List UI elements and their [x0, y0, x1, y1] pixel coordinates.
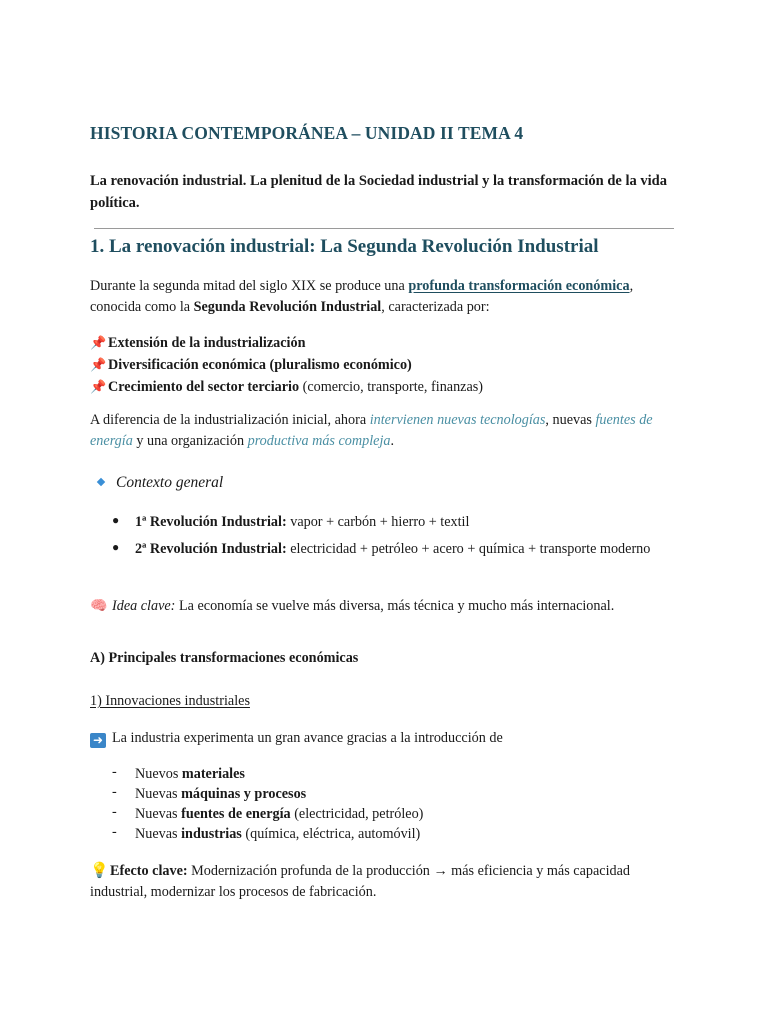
innovation-item: Nuevas fuentes de energía (electricidad, petróleo) — [135, 806, 424, 822]
difference-paragraph: A diferencia de la industrialización inicial, ahora intervienen nuevas tecnologías, nuevas fuentes de energía y una organización productiva más compleja. — [90, 412, 653, 449]
document-title: HISTORIA CONTEMPORÁNEA – UNIDAD II TEMA 4 — [90, 123, 524, 143]
context-list — [90, 512, 680, 582]
pin-item: 📌 Crecimiento del sector terciario (comercio, transporte, finanzas) — [90, 376, 680, 398]
context-item: 2ª Revolución Industrial: electricidad + petróleo + acero + química + transporte moderno — [135, 541, 651, 557]
pushpin-icon: 📌 — [90, 357, 107, 372]
small-blue-diamond-icon — [97, 478, 105, 486]
horizontal-divider — [94, 228, 674, 229]
pin-item: 📌 Extensión de la industrialización — [90, 332, 680, 354]
idea-clave: 🧠 Idea clave: La economía se vuelve más diversa, más técnica y mucho más internacional. — [90, 596, 680, 617]
section-1-heading: 1. La renovación industrial: La Segunda Revolución Industrial — [90, 236, 599, 257]
pin-list — [90, 332, 680, 398]
bullet-icon: ● — [112, 540, 120, 554]
intro-paragraph: Durante la segunda mitad del siglo XIX se produce una profunda transformación económica, conocida como la Segunda Revolución Industrial, caracterizada por: — [90, 278, 634, 315]
pushpin-icon: 📌 — [90, 335, 107, 350]
efecto-clave: 💡Efecto clave: Modernización profunda de la producción → más eficiencia y más capacidad industrial, modernizar los procesos de fabricación. — [90, 863, 630, 900]
dash-marker: - — [112, 804, 117, 820]
pin-item: 📌 Diversificación económica (pluralismo económico) — [90, 354, 680, 376]
dash-marker: - — [112, 764, 117, 780]
brain-icon: 🧠 — [90, 599, 108, 614]
document-subtitle: La renovación industrial. La plenitud de la Sociedad industrial y la transformación de la vida política. — [90, 173, 667, 211]
innovation-item: Nuevos materiales — [135, 766, 245, 782]
dash-marker: - — [112, 824, 117, 840]
light-bulb-icon: 💡 — [90, 863, 109, 879]
context-heading: Contexto general — [90, 474, 223, 492]
innovations-list — [90, 764, 680, 848]
subsection-1-heading: 1) Innovaciones industriales — [90, 693, 250, 709]
innovation-item: Nuevas industrias (química, eléctrica, automóvil) — [135, 826, 421, 842]
pushpin-icon: 📌 — [90, 379, 107, 394]
innovation-item: Nuevas máquinas y procesos — [135, 786, 307, 802]
context-item: 1ª Revolución Industrial: vapor + carbón + hierro + textil — [135, 514, 470, 530]
subsection-1-intro: ➜ La industria experimenta un gran avance gracias a la introducción de — [90, 728, 680, 749]
section-a-heading: A) Principales transformaciones económicas — [90, 650, 359, 666]
bullet-icon: ● — [112, 513, 120, 527]
link-transformacion-economica[interactable]: profunda transformación económica — [408, 278, 630, 294]
right-arrow-icon: ➜ — [90, 733, 106, 748]
dash-marker: - — [112, 784, 117, 800]
